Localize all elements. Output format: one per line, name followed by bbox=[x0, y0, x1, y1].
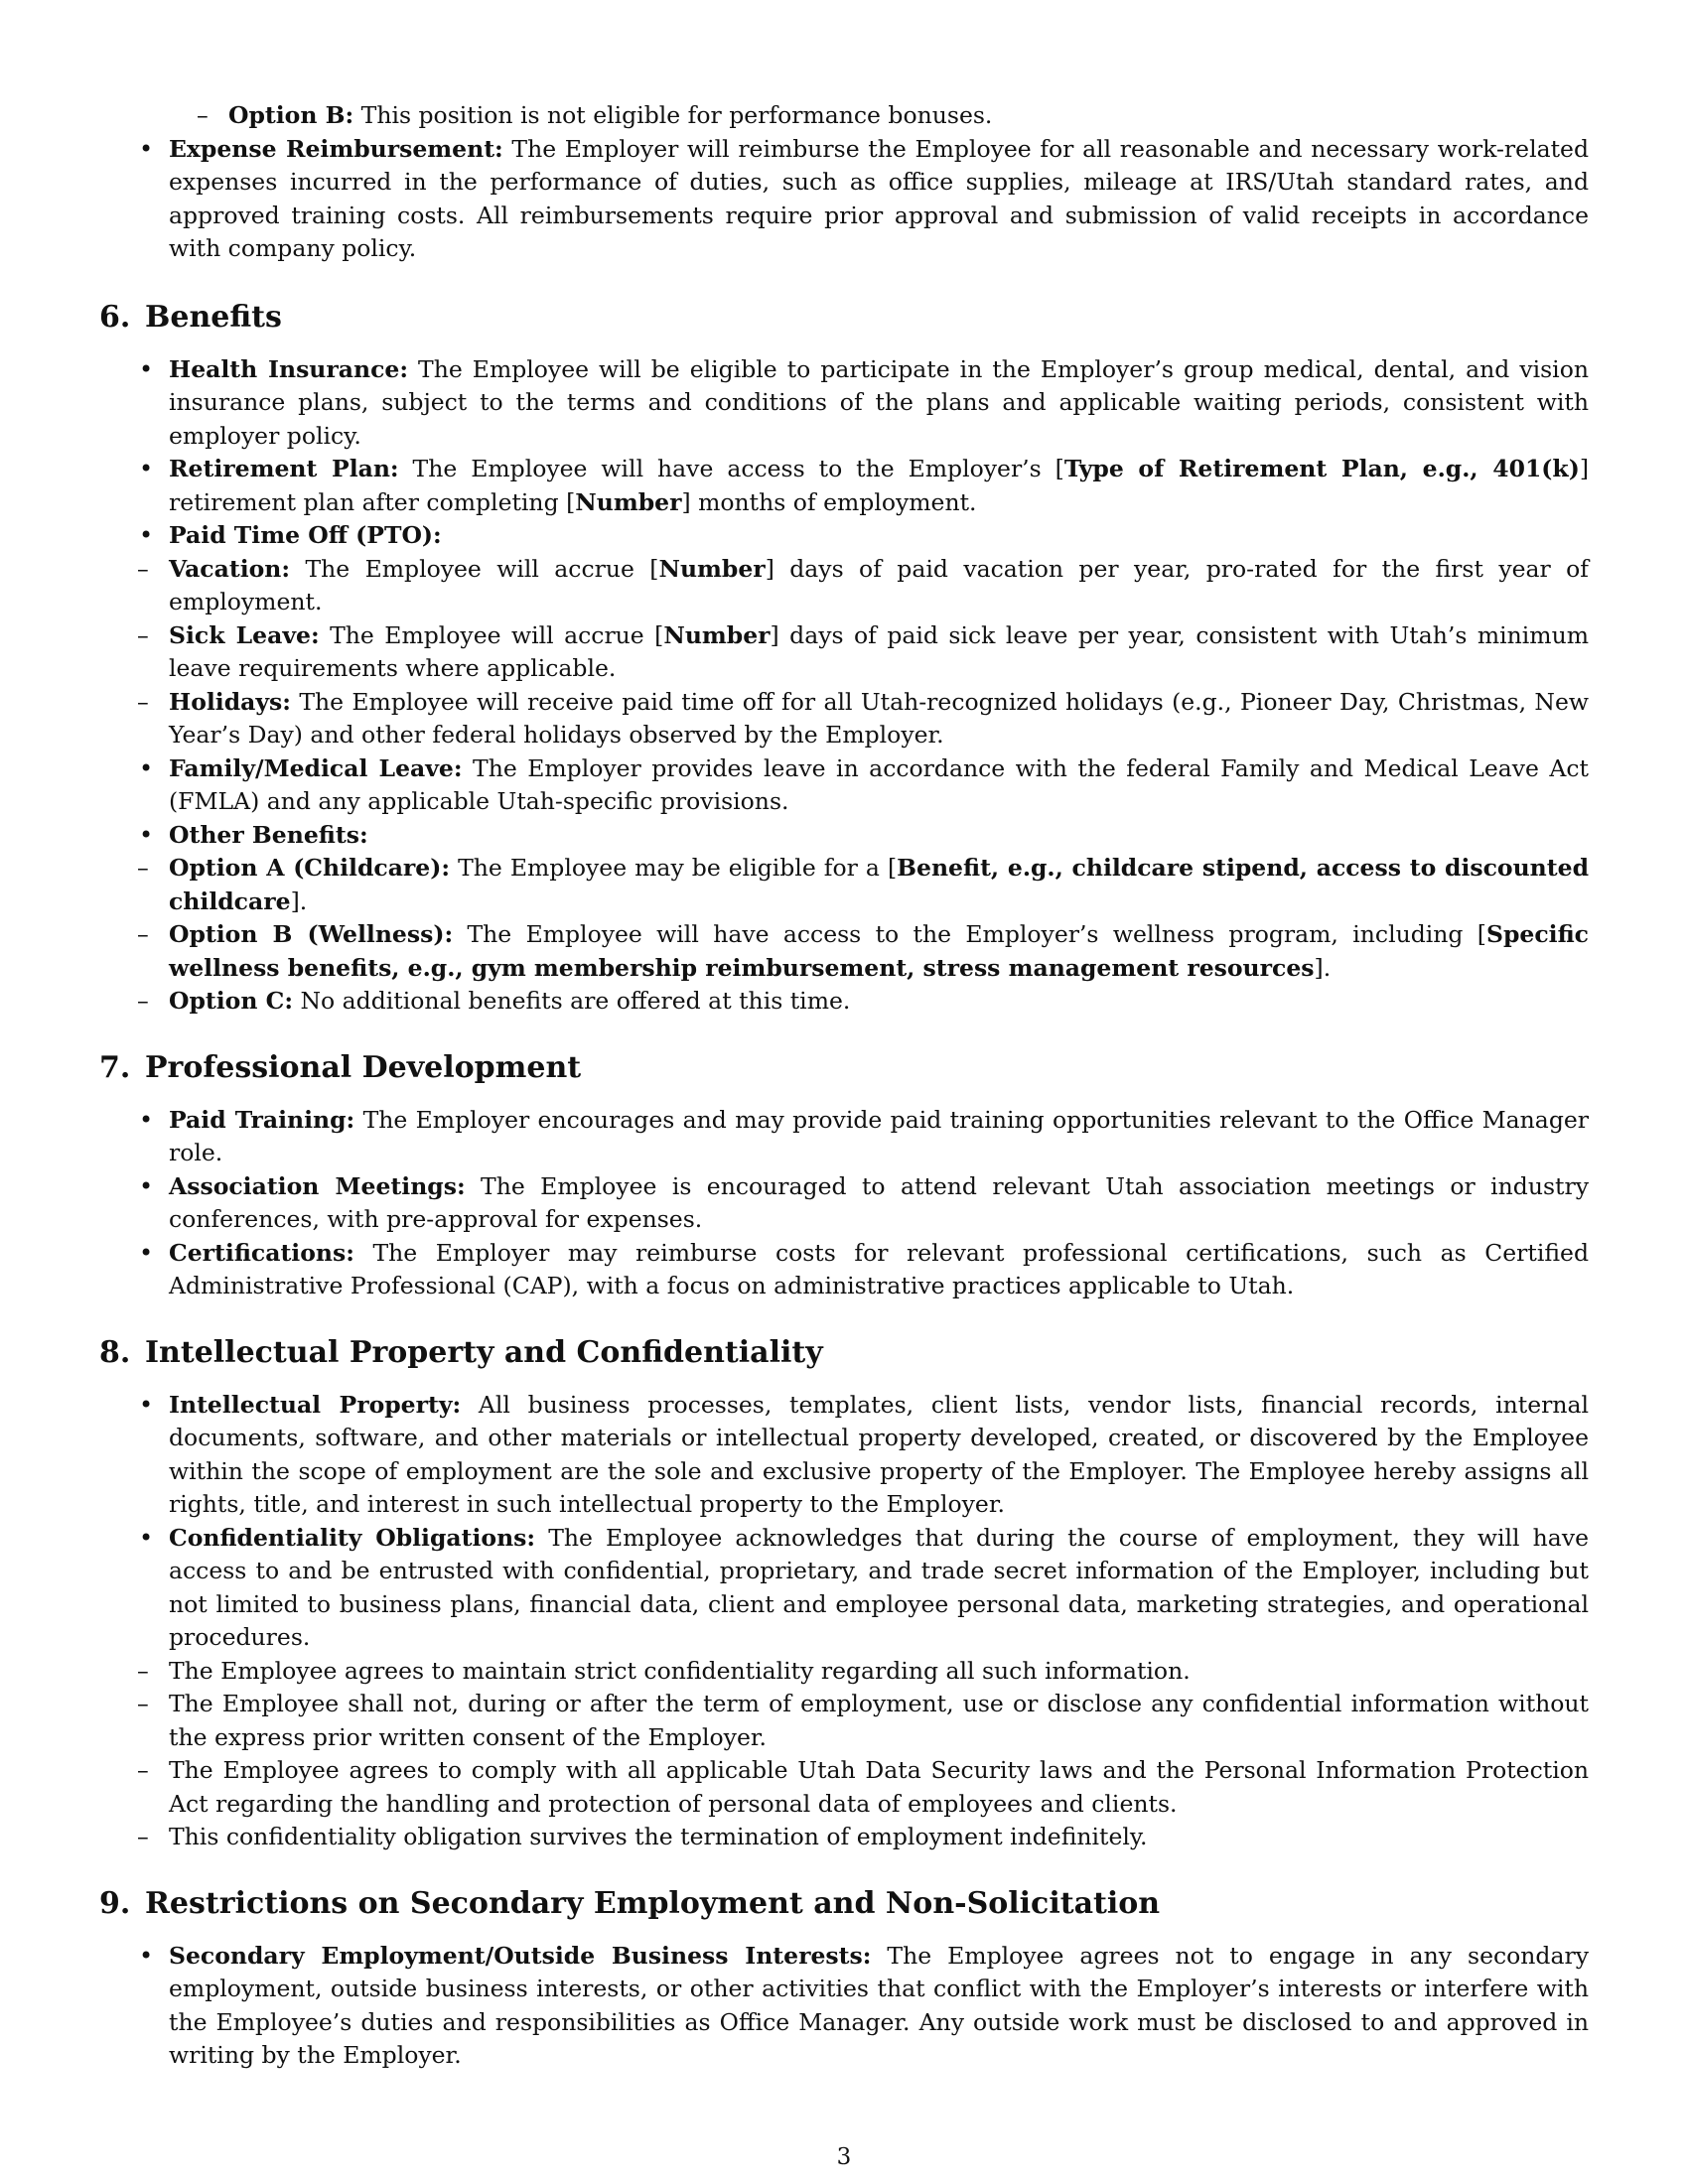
certifications-item: • Certifications: The Employer may reimburse costs for relevant professional certifications, such as Certified Administrative Professional (CAP), with a focus on administrative practices applicable to Utah. bbox=[99, 1237, 1589, 1303]
section-8-heading: 8. Intellectual Property and Confidentiality bbox=[99, 1334, 823, 1370]
professional-development-list bbox=[99, 1104, 1589, 1303]
option-b-wellness-item: – Option B (Wellness): The Employee will have access to the Employer’s wellness program, including [Specific wellness benefits, e.g., gym membership reimbursement, stress management resources]. bbox=[40, 918, 1589, 985]
confidentiality-subitem: – The Employee shall not, during or after the term of employment, use or disclose any confidential information without the express prior written consent of the Employer. bbox=[40, 1688, 1589, 1754]
benefits-list bbox=[99, 353, 1589, 1019]
option-b-bonus-item: – Option B: This position is not eligible for performance bonuses. bbox=[99, 99, 1589, 133]
section-9-heading: 9. Restrictions on Secondary Employment and Non-Solicitation bbox=[99, 1885, 1161, 1921]
paid-training-item: • Paid Training: The Employer encourages and may provide paid training opportunities relevant to the Office Manager role. bbox=[99, 1104, 1589, 1170]
section-6-heading: 6. Benefits bbox=[99, 299, 282, 335]
confidentiality-obligations-item: • Confidentiality Obligations: The Employee acknowledges that during the course of employment, they will have access to and be entrusted with confidential, proprietary, and trade secret information of the Employer, including but not limited to business plans, financial data, client and employee personal data, marketing strategies, and operational procedures. – The Employee agrees to maintain strict confidentiality regarding all such information. – The Employee shall not, during or after the term of employment, use or disclose any confidential information without the express prior written consent of the Employer. – The Employee agrees to comply with all applicable Utah Data Security laws and the Personal Information Protection Act regarding the handling and protection of personal data of employees and clients. – This confidentiality obligation survives the termination of employment indefinitely. bbox=[99, 1522, 1589, 1854]
intellectual-property-item: • Intellectual Property: All business processes, templates, client lists, vendor lists, financial records, internal documents, software, and other materials or intellectual property developed, created, or discovered by the Employee within the scope of employment are the sole and exclusive property of the Employer. The Employee hereby assigns all rights, title, and interest in such intellectual property to the Employer. bbox=[99, 1389, 1589, 1522]
pto-item: • Paid Time Off (PTO): – Vacation: The Employee will accrue [Number] days of paid vacation per year, pro-rated for the first year of employment. – Sick Leave: The Employee will accrue [Number] days of paid sick leave per year, consistent with Utah’s minimum leave requirements where applicable. – Holidays: The Employee will receive paid time off for all Utah-recognized holidays (e.g., Pioneer Day, Christmas, New Year’s Day) and other federal holidays observed by the Employer. bbox=[99, 519, 1589, 752]
document-page bbox=[99, 99, 1589, 2073]
retirement-plan-item: • Retirement Plan: The Employee will have access to the Employer’s [Type of Retirement Plan, e.g., 401(k)] retirement plan after completing [Number] months of employment. bbox=[99, 453, 1589, 519]
confidentiality-sublist bbox=[169, 1655, 1589, 1854]
secondary-employment-item: • Secondary Employment/Outside Business Interests: The Employee agrees not to engage in any secondary employment, outside business interests, or other activities that conflict with the Employer’s interests or interfere with the Employee’s duties and responsibilities as Office Manager. Any outside work must be disclosed to and approved in writing by the Employer. bbox=[99, 1940, 1589, 2073]
holidays-item: – Holidays: The Employee will receive paid time off for all Utah-recognized holidays (e.g., Pioneer Day, Christmas, New Year’s Day) and other federal holidays observed by the Employer. bbox=[40, 686, 1589, 752]
compensation-continuation-list bbox=[99, 99, 1589, 133]
option-c-item: – Option C: No additional benefits are offered at this time. bbox=[40, 985, 1589, 1019]
vacation-item: – Vacation: The Employee will accrue [Number] days of paid vacation per year, pro-rated for the first year of employment. bbox=[40, 553, 1589, 619]
section-7-heading: 7. Professional Development bbox=[99, 1049, 582, 1085]
sick-leave-item: – Sick Leave: The Employee will accrue [Number] days of paid sick leave per year, consistent with Utah’s minimum leave requirements where applicable. bbox=[40, 619, 1589, 686]
pto-sublist bbox=[169, 553, 1589, 752]
confidentiality-subitem: – The Employee agrees to maintain strict confidentiality regarding all such information. bbox=[40, 1655, 1589, 1689]
ip-confidentiality-list bbox=[99, 1389, 1589, 1854]
expense-reimbursement-item: • Expense Reimbursement: The Employer will reimburse the Employee for all reasonable and necessary work-related expenses incurred in the performance of duties, such as office supplies, mileage at IRS/Utah standard rates, and approved training costs. All reimbursements require prior approval and submission of valid receipts in accordance with company policy. bbox=[99, 133, 1589, 266]
expense-list bbox=[99, 133, 1589, 266]
other-benefits-sublist bbox=[169, 852, 1589, 1019]
health-insurance-item: • Health Insurance: The Employee will be eligible to participate in the Employer’s group medical, dental, and vision insurance plans, subject to the terms and conditions of the plans and applicable waiting periods, consistent with employer policy. bbox=[99, 353, 1589, 454]
confidentiality-subitem: – The Employee agrees to comply with all applicable Utah Data Security laws and the Personal Information Protection Act regarding the handling and protection of personal data of employees and clients. bbox=[40, 1754, 1589, 1821]
association-meetings-item: • Association Meetings: The Employee is encouraged to attend relevant Utah association meetings or industry conferences, with pre-approval for expenses. bbox=[99, 1170, 1589, 1237]
secondary-employment-list bbox=[99, 1940, 1589, 2073]
option-a-childcare-item: – Option A (Childcare): The Employee may be eligible for a [Benefit, e.g., childcare stipend, access to discounted childcare]. bbox=[40, 852, 1589, 918]
confidentiality-subitem: – This confidentiality obligation survives the termination of employment indefinitely. bbox=[40, 1821, 1589, 1854]
family-medical-leave-item: • Family/Medical Leave: The Employer provides leave in accordance with the federal Family and Medical Leave Act (FMLA) and any applicable Utah-specific provisions. bbox=[99, 752, 1589, 819]
other-benefits-item: • Other Benefits: – Option A (Childcare): The Employee may be eligible for a [Benefit, e.g., childcare stipend, access to discounted childcare]. – Option B (Wellness): The Employee will have access to the Employer’s wellness program, including [Specific wellness benefits, e.g., gym membership reimbursement, stress management resources]. – Option C: No additional benefits are offered at this time. bbox=[99, 819, 1589, 1019]
page-number: 3 bbox=[836, 2144, 852, 2170]
